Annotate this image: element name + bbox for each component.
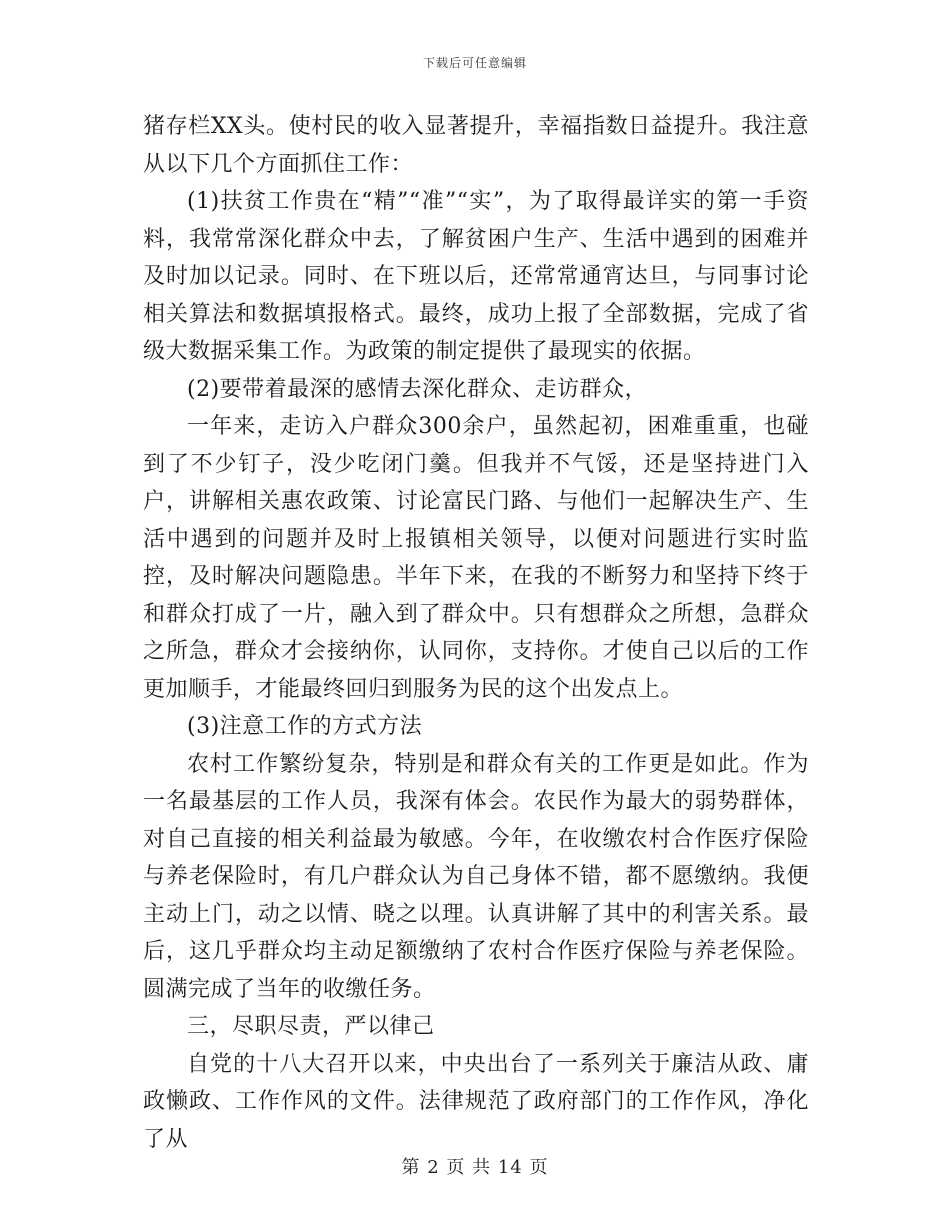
paragraph-1: 猪存栏XX头。使村民的收入显著提升，幸福指数日益提升。我注意从以下几个方面抓住工作： <box>143 114 809 177</box>
header-note: 下载后可任意编辑 <box>422 56 527 70</box>
paragraph-4: 一年来，走访入户群众300余户，虽然起初，困难重重，也碰到了不少钉子，没少吃闭门羹。但我并不气馁，还是坚持进门入户，讲解相关惠农政策、讨论富民门路、与他们一起解决生产、生活中遇到的问题并及时上报镇相关领导，以便对问题进行实时监控，及时解决问题隐患。半年下来，在我的不断努力和坚持下终于和群众打成了一片，融入到了群众中。只有想群众之所想，急群众之所急，群众才会接纳你，认同你，支持你。才使自己以后的工作更加顺手，才能最终回归到服务为民的这个出发点上。 <box>143 414 809 702</box>
paragraph-2: (1)扶贫工作贵在“精”“准”“实”，为了取得最详实的第一手资料，我常常深化群众中去，了解贫困户生产、生活中遇到的困难并及时加以记录。同时、在下班以后，还常常通宵达旦，与同事讨论相关算法和数据填报格式。最终，成功上报了全部数据，完成了省级大数据采集工作。为政策的制定提供了最现实的依据。 <box>143 189 809 364</box>
page-number: 第 2 页 共 14 页 <box>401 1157 549 1178</box>
paragraph-8: 自党的十八大召开以来，中央出台了一系列关于廉洁从政、庸政懒政、工作作风的文件。法律规范了政府部门的工作作风，净化了从 <box>143 1051 809 1152</box>
section-heading: 三，尽职尽责，严以律己 <box>187 1014 435 1039</box>
document-body <box>143 108 809 1158</box>
paragraph-6: 农村工作繁纷复杂，特别是和群众有关的工作更是如此。作为一名最基层的工作人员，我深有体会。农民作为最大的弱势群体，对自己直接的相关利益最为敏感。今年，在收缴农村合作医疗保险与养老保险时，有几户群众认为自己身体不错，都不愿缴纳。我便主动上门，动之以情、晓之以理。认真讲解了其中的利害关系。最后，这几乎群众均主动足额缴纳了农村合作医疗保险与养老保险。圆满完成了当年的收缴任务。 <box>143 751 809 1002</box>
paragraph-3: (2)要带着最深的感情去深化群众、走访群众， <box>187 376 648 402</box>
paragraph-5: (3)注意工作的方式方法 <box>187 714 423 739</box>
